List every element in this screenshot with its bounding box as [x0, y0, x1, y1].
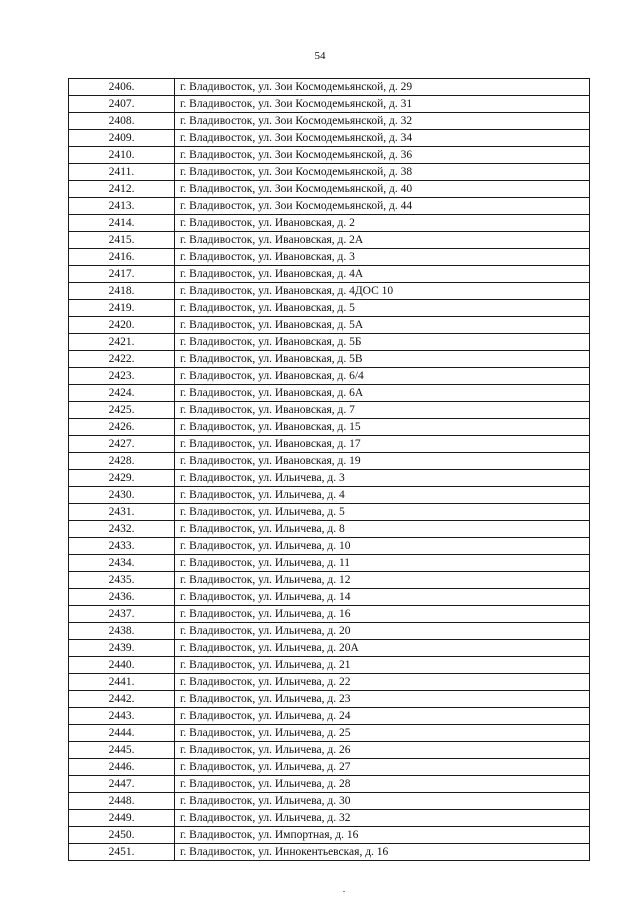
row-number: 2428. — [69, 453, 175, 470]
row-address: г. Владивосток, ул. Ивановская, д. 4А — [175, 266, 590, 283]
row-address: г. Владивосток, ул. Зои Космодемьянской, д. 40 — [175, 181, 590, 198]
row-number: 2440. — [69, 657, 175, 674]
row-number: 2441. — [69, 674, 175, 691]
table-row — [69, 147, 590, 164]
table-row — [69, 504, 590, 521]
row-address: г. Владивосток, ул. Ивановская, д. 2А — [175, 232, 590, 249]
row-address: г. Владивосток, ул. Импортная, д. 16 — [175, 827, 590, 844]
row-number: 2412. — [69, 181, 175, 198]
row-address: г. Владивосток, ул. Ивановская, д. 7 — [175, 402, 590, 419]
row-number: 2433. — [69, 538, 175, 555]
table-row — [69, 521, 590, 538]
table-row — [69, 623, 590, 640]
row-number: 2435. — [69, 572, 175, 589]
row-number: 2436. — [69, 589, 175, 606]
row-address: г. Владивосток, ул. Ильичева, д. 4 — [175, 487, 590, 504]
row-number: 2410. — [69, 147, 175, 164]
table-row — [69, 385, 590, 402]
row-number: 2408. — [69, 113, 175, 130]
scan-artifact — [343, 891, 345, 892]
table-row — [69, 164, 590, 181]
row-number: 2413. — [69, 198, 175, 215]
row-number: 2426. — [69, 419, 175, 436]
row-address: г. Владивосток, ул. Ильичева, д. 20 — [175, 623, 590, 640]
row-address: г. Владивосток, ул. Ивановская, д. 5 — [175, 300, 590, 317]
row-address: г. Владивосток, ул. Ильичева, д. 23 — [175, 691, 590, 708]
table-row — [69, 572, 590, 589]
row-address: г. Владивосток, ул. Ильичева, д. 25 — [175, 725, 590, 742]
row-address: г. Владивосток, ул. Зои Космодемьянской, д. 32 — [175, 113, 590, 130]
row-address: г. Владивосток, ул. Ильичева, д. 16 — [175, 606, 590, 623]
row-address: г. Владивосток, ул. Ивановская, д. 19 — [175, 453, 590, 470]
table-row — [69, 198, 590, 215]
table-row — [69, 334, 590, 351]
row-number: 2409. — [69, 130, 175, 147]
table-row — [69, 436, 590, 453]
table-row — [69, 317, 590, 334]
table-row — [69, 844, 590, 861]
row-address: г. Владивосток, ул. Ильичева, д. 20А — [175, 640, 590, 657]
row-number: 2444. — [69, 725, 175, 742]
table-row — [69, 538, 590, 555]
table-row — [69, 351, 590, 368]
table-row — [69, 793, 590, 810]
table-row — [69, 96, 590, 113]
row-address: г. Владивосток, ул. Ильичева, д. 26 — [175, 742, 590, 759]
table-row — [69, 742, 590, 759]
row-number: 2447. — [69, 776, 175, 793]
row-number: 2432. — [69, 521, 175, 538]
row-number: 2422. — [69, 351, 175, 368]
row-address: г. Владивосток, ул. Ильичева, д. 30 — [175, 793, 590, 810]
table-row — [69, 130, 590, 147]
row-number: 2429. — [69, 470, 175, 487]
table-row — [69, 215, 590, 232]
row-number: 2445. — [69, 742, 175, 759]
row-number: 2443. — [69, 708, 175, 725]
table-row — [69, 470, 590, 487]
row-address: г. Владивосток, ул. Зои Космодемьянской, д. 38 — [175, 164, 590, 181]
row-address: г. Владивосток, ул. Ильичева, д. 5 — [175, 504, 590, 521]
table-row — [69, 555, 590, 572]
table-row — [69, 759, 590, 776]
row-number: 2437. — [69, 606, 175, 623]
row-address: г. Владивосток, ул. Ильичева, д. 28 — [175, 776, 590, 793]
row-number: 2446. — [69, 759, 175, 776]
row-address: г. Владивосток, ул. Ивановская, д. 17 — [175, 436, 590, 453]
row-number: 2415. — [69, 232, 175, 249]
row-number: 2419. — [69, 300, 175, 317]
row-number: 2420. — [69, 317, 175, 334]
table-row — [69, 640, 590, 657]
row-address: г. Владивосток, ул. Ильичева, д. 3 — [175, 470, 590, 487]
row-address: г. Владивосток, ул. Ивановская, д. 4ДОС 10 — [175, 283, 590, 300]
row-address: г. Владивосток, ул. Зои Космодемьянской, д. 34 — [175, 130, 590, 147]
address-table-body — [69, 79, 590, 861]
row-number: 2427. — [69, 436, 175, 453]
row-address: г. Владивосток, ул. Зои Космодемьянской, д. 31 — [175, 96, 590, 113]
table-row — [69, 606, 590, 623]
table-row — [69, 266, 590, 283]
address-table — [68, 78, 590, 861]
table-row — [69, 453, 590, 470]
row-number: 2424. — [69, 385, 175, 402]
row-number: 2439. — [69, 640, 175, 657]
table-row — [69, 487, 590, 504]
page-number: 54 — [314, 50, 326, 62]
table-row — [69, 79, 590, 96]
table-row — [69, 283, 590, 300]
row-address: г. Владивосток, ул. Зои Космодемьянской, д. 36 — [175, 147, 590, 164]
table-row — [69, 249, 590, 266]
row-address: г. Владивосток, ул. Ильичева, д. 22 — [175, 674, 590, 691]
row-number: 2406. — [69, 79, 175, 96]
table-row — [69, 691, 590, 708]
table-row — [69, 368, 590, 385]
table-row — [69, 657, 590, 674]
row-address: г. Владивосток, ул. Ильичева, д. 24 — [175, 708, 590, 725]
table-row — [69, 181, 590, 198]
table-row — [69, 232, 590, 249]
row-address: г. Владивосток, ул. Ильичева, д. 32 — [175, 810, 590, 827]
row-number: 2448. — [69, 793, 175, 810]
row-number: 2418. — [69, 283, 175, 300]
row-address: г. Владивосток, ул. Ивановская, д. 6А — [175, 385, 590, 402]
row-address: г. Владивосток, ул. Ивановская, д. 6/4 — [175, 368, 590, 385]
row-address: г. Владивосток, ул. Иннокентьевская, д. 16 — [175, 844, 590, 861]
table-row — [69, 300, 590, 317]
row-address: г. Владивосток, ул. Ильичева, д. 10 — [175, 538, 590, 555]
row-number: 2438. — [69, 623, 175, 640]
row-address: г. Владивосток, ул. Ивановская, д. 2 — [175, 215, 590, 232]
row-address: г. Владивосток, ул. Ильичева, д. 11 — [175, 555, 590, 572]
row-number: 2411. — [69, 164, 175, 181]
row-number: 2416. — [69, 249, 175, 266]
row-number: 2451. — [69, 844, 175, 861]
row-number: 2425. — [69, 402, 175, 419]
row-number: 2449. — [69, 810, 175, 827]
row-number: 2442. — [69, 691, 175, 708]
row-number: 2421. — [69, 334, 175, 351]
row-number: 2407. — [69, 96, 175, 113]
row-address: г. Владивосток, ул. Зои Космодемьянской, д. 44 — [175, 198, 590, 215]
row-number: 2434. — [69, 555, 175, 572]
row-address: г. Владивосток, ул. Ивановская, д. 5А — [175, 317, 590, 334]
table-row — [69, 674, 590, 691]
row-number: 2450. — [69, 827, 175, 844]
row-address: г. Владивосток, ул. Ильичева, д. 27 — [175, 759, 590, 776]
row-address: г. Владивосток, ул. Ивановская, д. 5Б — [175, 334, 590, 351]
table-row — [69, 708, 590, 725]
row-address: г. Владивосток, ул. Зои Космодемьянской, д. 29 — [175, 79, 590, 96]
table-row — [69, 827, 590, 844]
table-row — [69, 589, 590, 606]
table-row — [69, 419, 590, 436]
row-number: 2430. — [69, 487, 175, 504]
table-row — [69, 776, 590, 793]
row-number: 2414. — [69, 215, 175, 232]
row-address: г. Владивосток, ул. Ильичева, д. 14 — [175, 589, 590, 606]
row-address: г. Владивосток, ул. Ивановская, д. 5В — [175, 351, 590, 368]
table-row — [69, 402, 590, 419]
table-row — [69, 725, 590, 742]
row-address: г. Владивосток, ул. Ильичева, д. 8 — [175, 521, 590, 538]
row-number: 2431. — [69, 504, 175, 521]
table-row — [69, 810, 590, 827]
row-address: г. Владивосток, ул. Ивановская, д. 3 — [175, 249, 590, 266]
row-address: г. Владивосток, ул. Ивановская, д. 15 — [175, 419, 590, 436]
row-number: 2423. — [69, 368, 175, 385]
row-address: г. Владивосток, ул. Ильичева, д. 21 — [175, 657, 590, 674]
row-number: 2417. — [69, 266, 175, 283]
table-row — [69, 113, 590, 130]
row-address: г. Владивосток, ул. Ильичева, д. 12 — [175, 572, 590, 589]
